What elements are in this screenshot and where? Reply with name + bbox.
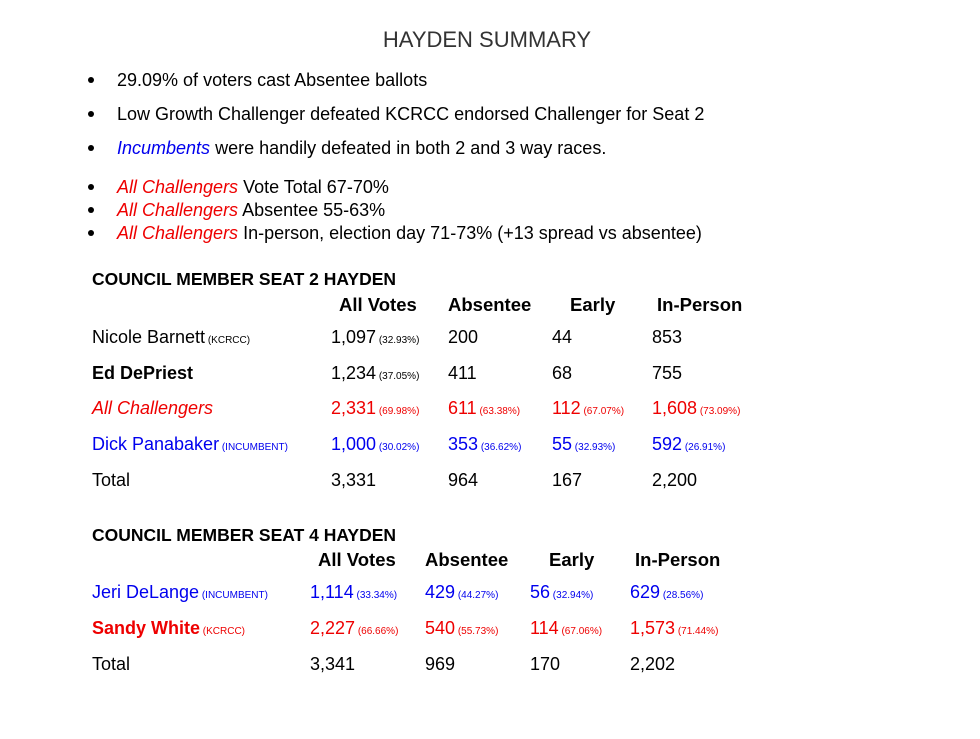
- candidate-tag: (INCUMBENT): [199, 590, 268, 601]
- vote-cell: [310, 654, 355, 675]
- vote-cell: [530, 654, 560, 675]
- vote-count: 1,573: [630, 618, 676, 638]
- candidate-name: All Challengers: [92, 398, 214, 418]
- column-header: All Votes: [318, 549, 396, 570]
- candidate-name: Nicole Barnett: [92, 327, 206, 347]
- vote-percent: (33.34%): [353, 590, 398, 601]
- vote-count: 167: [552, 470, 583, 490]
- candidate-name: Jeri DeLange: [92, 582, 200, 602]
- vote-cell: [630, 654, 675, 675]
- row-label: [92, 470, 130, 491]
- vote-cell: [448, 434, 521, 455]
- vote-cell: [331, 327, 419, 348]
- vote-percent: (67.06%): [558, 626, 603, 637]
- vote-count: 540: [425, 618, 456, 638]
- row-label: [92, 363, 193, 384]
- column-header: Early: [570, 294, 616, 315]
- vote-percent: (26.91%): [682, 442, 726, 453]
- vote-count: 1,114: [310, 582, 354, 602]
- vote-count: 56: [530, 582, 551, 602]
- vote-count: 411: [448, 363, 477, 383]
- candidate-name: Dick Panabaker: [92, 434, 220, 454]
- vote-cell: [652, 470, 697, 491]
- vote-count: 114: [530, 618, 559, 638]
- vote-count: 755: [652, 363, 683, 383]
- vote-count: 592: [652, 434, 683, 454]
- vote-percent: (37.05%): [376, 371, 420, 382]
- challenger-bullets: [88, 176, 702, 245]
- column-header: Absentee: [425, 549, 509, 570]
- bullet-text: Incumbents: [117, 138, 211, 158]
- column-header: All Votes: [339, 294, 417, 315]
- candidate-name: Total: [92, 470, 131, 490]
- column-header: Early: [549, 549, 595, 570]
- vote-cell: [331, 398, 419, 419]
- vote-percent: (55.73%): [455, 626, 499, 637]
- bullet-text: 29.09% of voters cast Absentee ballots: [117, 70, 428, 90]
- vote-cell: [552, 434, 615, 455]
- vote-count: 629: [630, 582, 661, 602]
- candidate-tag: (KCRCC): [205, 335, 251, 346]
- vote-percent: (44.27%): [455, 590, 499, 601]
- row-label: [92, 327, 250, 348]
- vote-count: 611: [448, 398, 477, 418]
- vote-percent: (32.94%): [550, 590, 594, 601]
- row-label: [92, 654, 130, 675]
- row-label: [92, 434, 288, 455]
- vote-count: 1,608: [652, 398, 698, 418]
- vote-cell: [331, 434, 419, 455]
- bullet-item: [88, 137, 704, 171]
- vote-cell: [310, 618, 398, 639]
- vote-percent: (63.38%): [476, 406, 521, 417]
- bullet-text: All Challengers: [117, 200, 239, 220]
- vote-cell: [652, 327, 682, 348]
- candidate-name: Sandy White: [92, 618, 201, 638]
- candidate-tag: (INCUMBENT): [219, 442, 288, 453]
- candidate-name: Ed DePriest: [92, 363, 194, 383]
- bullet-text: In-person, election day 71-73% (+13 spread vs absentee): [238, 223, 702, 243]
- vote-cell: [652, 363, 682, 384]
- bullet-text: Vote Total 67-70%: [238, 177, 389, 197]
- vote-cell: [552, 470, 582, 491]
- vote-percent: (32.93%): [376, 335, 420, 346]
- column-header: Absentee: [448, 294, 532, 315]
- column-header: In-Person: [657, 294, 743, 315]
- vote-cell: [448, 327, 478, 348]
- bullet-item: [88, 69, 704, 103]
- bullet-text: All Challengers: [117, 177, 239, 197]
- vote-cell: [652, 398, 740, 419]
- page-title: HAYDEN SUMMARY: [382, 27, 592, 52]
- vote-cell: [448, 398, 520, 419]
- vote-count: 3,341: [310, 654, 356, 674]
- vote-cell: [630, 618, 718, 639]
- row-label: [92, 582, 268, 603]
- vote-cell: [552, 363, 572, 384]
- vote-count: 969: [425, 654, 456, 674]
- vote-count: 1,234: [331, 363, 377, 383]
- bullet-text: Absentee 55-63%: [238, 200, 386, 220]
- vote-cell: [425, 618, 498, 639]
- row-label: [92, 618, 245, 639]
- bullet-item: [88, 199, 702, 222]
- vote-percent: (69.98%): [376, 406, 420, 417]
- vote-percent: (71.44%): [675, 626, 719, 637]
- vote-count: 2,227: [310, 618, 356, 638]
- vote-cell: [331, 470, 376, 491]
- row-label: [92, 398, 213, 419]
- vote-percent: (36.62%): [478, 442, 522, 453]
- vote-cell: [530, 618, 602, 639]
- summary-bullets-top: [88, 69, 704, 171]
- vote-cell: [552, 327, 572, 348]
- vote-cell: [425, 582, 498, 603]
- vote-cell: [630, 582, 703, 603]
- vote-percent: (30.02%): [376, 442, 420, 453]
- vote-count: 3,331: [331, 470, 377, 490]
- vote-cell: [530, 582, 593, 603]
- vote-count: 68: [552, 363, 573, 383]
- vote-count: 2,200: [652, 470, 698, 490]
- vote-cell: [310, 582, 397, 603]
- bullet-item: [88, 222, 702, 245]
- vote-count: 44: [552, 327, 573, 347]
- candidate-name: Total: [92, 654, 131, 674]
- vote-cell: [331, 363, 419, 384]
- vote-count: 429: [425, 582, 456, 602]
- vote-cell: [448, 470, 478, 491]
- vote-count: 1,097: [331, 327, 377, 347]
- vote-percent: (28.56%): [660, 590, 704, 601]
- bullet-text: Low Growth Challenger defeated KCRCC endorsed Challenger for Seat 2: [117, 104, 705, 124]
- vote-count: 964: [448, 470, 479, 490]
- vote-percent: (66.66%): [355, 626, 399, 637]
- vote-percent: (73.09%): [697, 406, 741, 417]
- vote-cell: [552, 398, 624, 419]
- vote-count: 112: [552, 398, 581, 418]
- vote-cell: [652, 434, 725, 455]
- vote-percent: (32.93%): [572, 442, 616, 453]
- vote-count: 200: [448, 327, 479, 347]
- bullet-text: All Challengers: [117, 223, 239, 243]
- bullet-item: [88, 176, 702, 199]
- bullet-text: were handily defeated in both 2 and 3 way races.: [210, 138, 607, 158]
- vote-count: 170: [530, 654, 561, 674]
- seat2-title: COUNCIL MEMBER SEAT 2 HAYDEN: [92, 269, 397, 289]
- vote-count: 1,000: [331, 434, 377, 454]
- vote-count: 2,331: [331, 398, 377, 418]
- vote-count: 353: [448, 434, 479, 454]
- bullet-item: [88, 103, 704, 137]
- vote-count: 55: [552, 434, 573, 454]
- seat4-title: COUNCIL MEMBER SEAT 4 HAYDEN: [92, 525, 397, 545]
- candidate-tag: (KCRCC): [200, 626, 246, 637]
- vote-cell: [425, 654, 455, 675]
- column-header: In-Person: [635, 549, 721, 570]
- vote-cell: [448, 363, 477, 384]
- vote-count: 853: [652, 327, 683, 347]
- vote-count: 2,202: [630, 654, 676, 674]
- vote-percent: (67.07%): [580, 406, 625, 417]
